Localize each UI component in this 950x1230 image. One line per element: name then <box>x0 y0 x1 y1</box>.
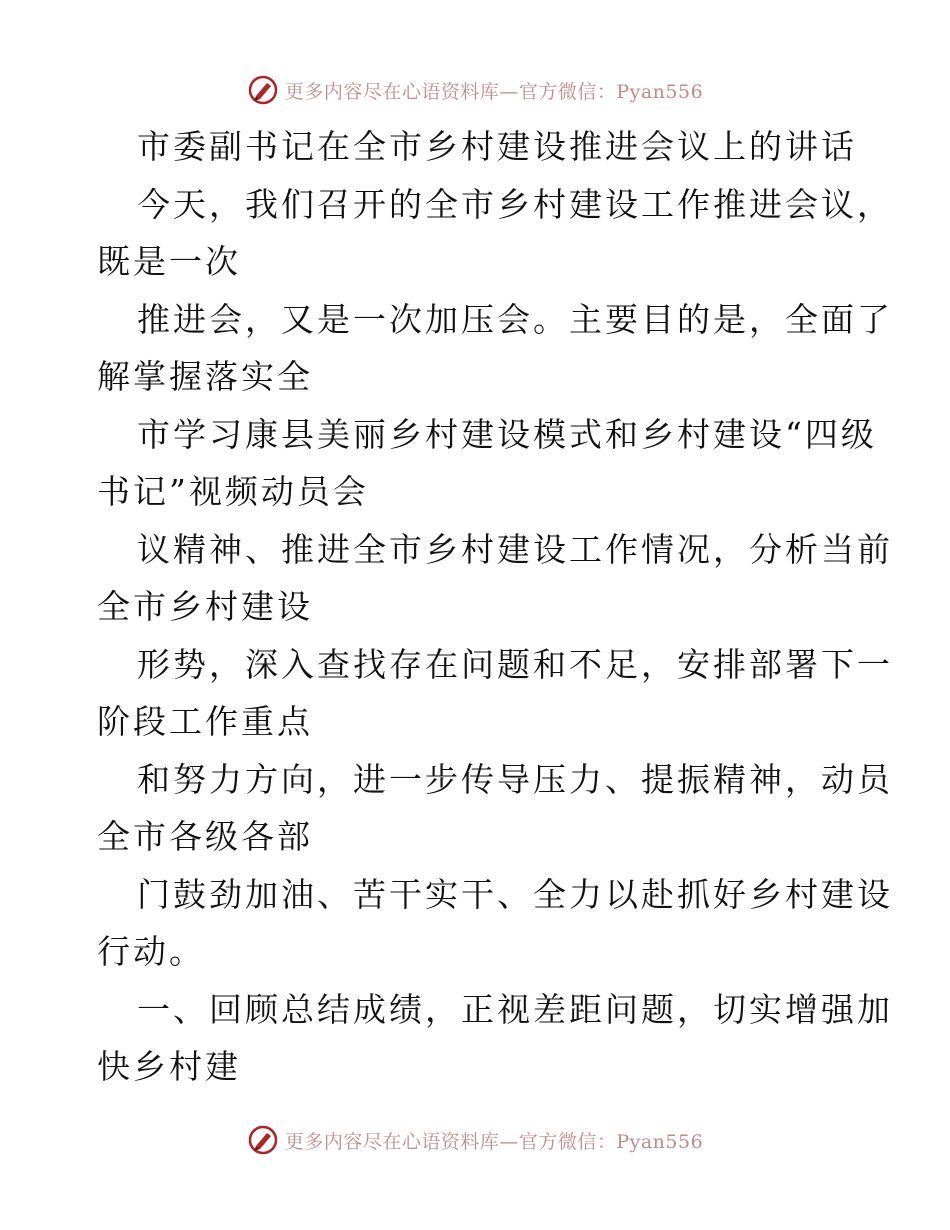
paragraph-line: 门鼓劲加油、苦干实干、全力以赴抓好乡村建设 <box>137 874 893 914</box>
paragraph-line: 和努力方向，进一步传导压力、提振精神，动员 <box>137 759 893 799</box>
paragraph-line: 行动。 <box>97 932 205 971</box>
paragraph-line: 解掌握落实全 <box>97 357 313 396</box>
document-body <box>97 118 893 1096</box>
pen-circle-logo-icon <box>247 1124 279 1156</box>
paragraph-line: 阶段工作重点 <box>97 702 313 741</box>
document-title: 市委副书记在全市乡村建设推进会议上的讲话 <box>137 127 857 166</box>
paragraph-line: 全市各级各部 <box>97 817 313 856</box>
paragraph-line: 既是一次 <box>97 242 241 281</box>
paragraph-line: 全市乡村建设 <box>97 587 313 626</box>
pen-circle-logo-icon <box>247 74 279 106</box>
paragraph-line: 市学习康县美丽乡村建设模式和乡村建设“四级 <box>137 414 877 454</box>
watermark-text: 更多内容尽在心语资料库—官方微信：Pyan556 <box>284 1130 704 1153</box>
footer-watermark <box>0 1120 950 1160</box>
paragraph-line: 形势，深入查找存在问题和不足，安排部署下一 <box>137 644 893 684</box>
watermark-text: 更多内容尽在心语资料库—官方微信：Pyan556 <box>284 80 704 103</box>
paragraph-line: 快乡村建 <box>97 1047 241 1086</box>
section-heading-line: 一、回顾总结成绩，正视差距问题，切实增强加 <box>137 989 893 1029</box>
paragraph-line: 今天，我们召开的全市乡村建设工作推进会议， <box>137 184 893 224</box>
paragraph-line: 推进会，又是一次加压会。主要目的是，全面了 <box>137 299 893 339</box>
paragraph-line: 议精神、推进全市乡村建设工作情况，分析当前 <box>137 529 893 569</box>
paragraph-line: 书记”视频动员会 <box>97 472 369 511</box>
header-watermark <box>0 70 950 110</box>
